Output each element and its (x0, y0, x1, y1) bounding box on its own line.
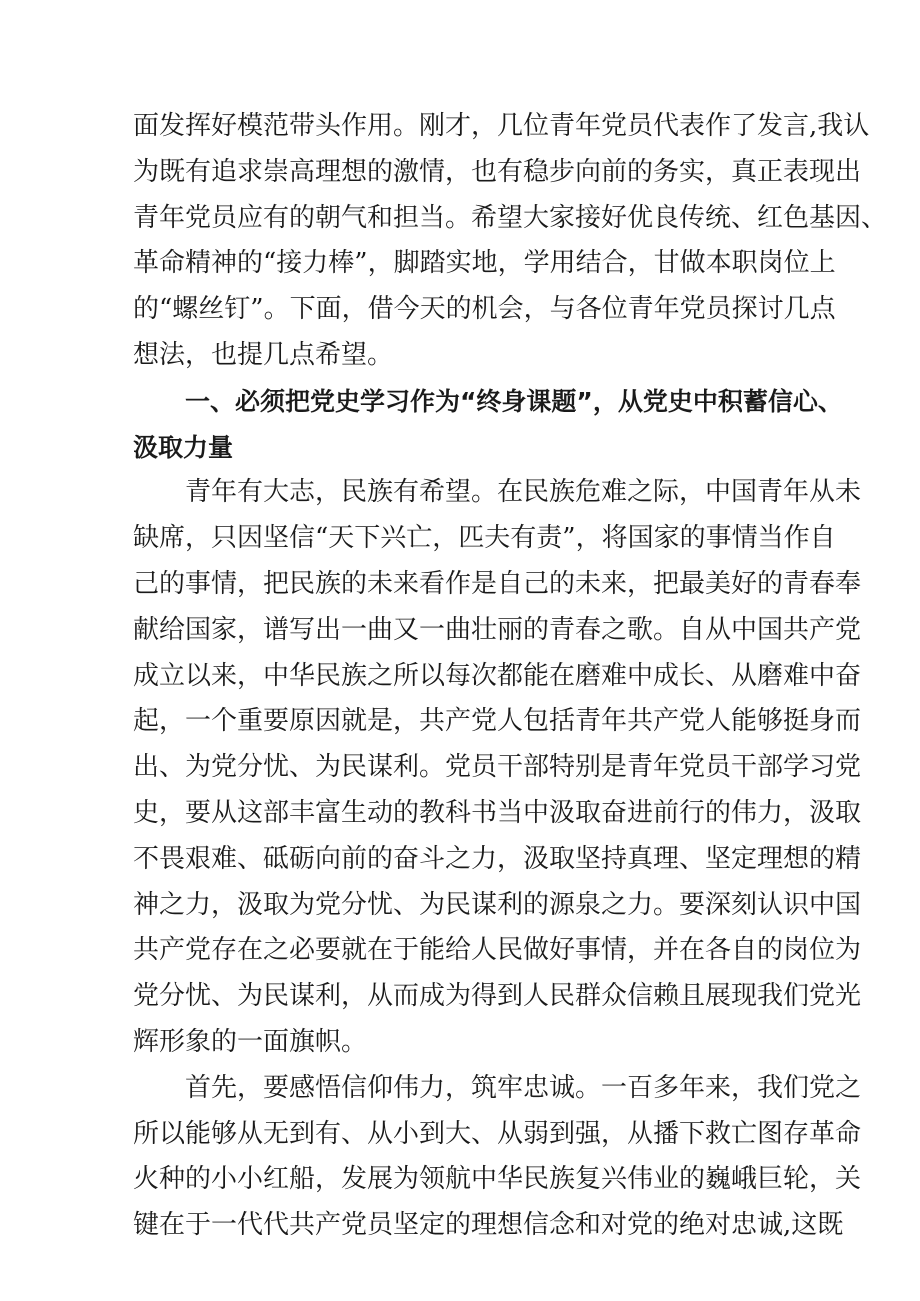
text-line: 键在于一代代共产党员坚定的理想信念和对党的绝对忠诚,这既 (133, 1210, 844, 1241)
document-body (133, 104, 888, 1249)
text-line: 青年有大志，民族有希望。在民族危难之际，中国青年从未 (185, 477, 862, 508)
text-line: 火种的小小红船，发展为领航中华民族复兴伟业的巍峨巨轮，关 (133, 1164, 862, 1195)
text-line: 缺席，只因坚信“天下兴亡，匹夫有责”，将国家的事情当作自 (133, 523, 836, 554)
section-heading (133, 379, 843, 471)
text-line: 首先，要感悟信仰伟力，筑牢忠诚。一百多年来，我们党之 (185, 1072, 862, 1103)
text-line: 想法，也提几点希望。 (133, 339, 394, 370)
text-line: 所以能够从无到有、从小到大、从弱到强，从播下救亡图存革命 (133, 1118, 862, 1149)
text-line: 共产党存在之必要就在于能给人民做好事情，并在各自的岗位为 (133, 935, 862, 966)
text-line: 面发挥好模范带头作用。刚才，几位青年党员代表作了发言,我认 (133, 111, 870, 141)
text-line: 党分忧、为民谋利，从而成为得到人民群众信赖且展现我们党光 (133, 981, 862, 1012)
text-line: 史，要从这部丰富生动的教科书当中汲取奋进前行的伟力，汲取 (133, 797, 862, 828)
paragraph-3 (133, 1066, 862, 1249)
text-line: 不畏艰难、砥砺向前的奋斗之力，汲取坚持真理、坚定理想的精 (133, 843, 862, 874)
heading-line: 一、必须把党史学习作为“终身课题”，从党史中积蓄信心、 (185, 386, 843, 416)
text-line: 成立以来，中华民族之所以每次都能在磨难中成长、从磨难中奋 (133, 660, 862, 691)
text-line: 的“螺丝钉”。下面，借今天的机会，与各位青年党员探讨几点 (133, 294, 836, 325)
text-line: 神之力，汲取为党分忧、为民谋利的源泉之力。要深刻认识中国 (133, 889, 862, 920)
text-line: 革命精神的“接力棒”，脚踏实地，学用结合，甘做本职岗位上 (133, 248, 836, 279)
text-line: 献给国家，谱写出一曲又一曲壮丽的青春之歌。自从中国共产党 (133, 614, 862, 645)
heading-line: 汲取力量 (133, 432, 234, 462)
text-line: 为既有追求崇高理想的激情，也有稳步向前的务实，真正表现出 (133, 156, 862, 187)
text-line: 出、为党分忧、为民谋利。党员干部特别是青年党员干部学习党 (133, 752, 862, 783)
text-line: 起，一个重要原因就是，共产党人包括青年共产党人能够挺身而 (133, 706, 862, 737)
paragraph-1 (133, 104, 888, 379)
paragraph-2 (133, 470, 862, 1065)
text-line: 辉形象的一面旗帜。 (133, 1026, 368, 1057)
text-line: 己的事情，把民族的未来看作是自己的未来，把最美好的青春奉 (133, 568, 862, 599)
text-line: 青年党员应有的朝气和担当。希望大家接好优良传统、红色基因、 (133, 202, 888, 233)
